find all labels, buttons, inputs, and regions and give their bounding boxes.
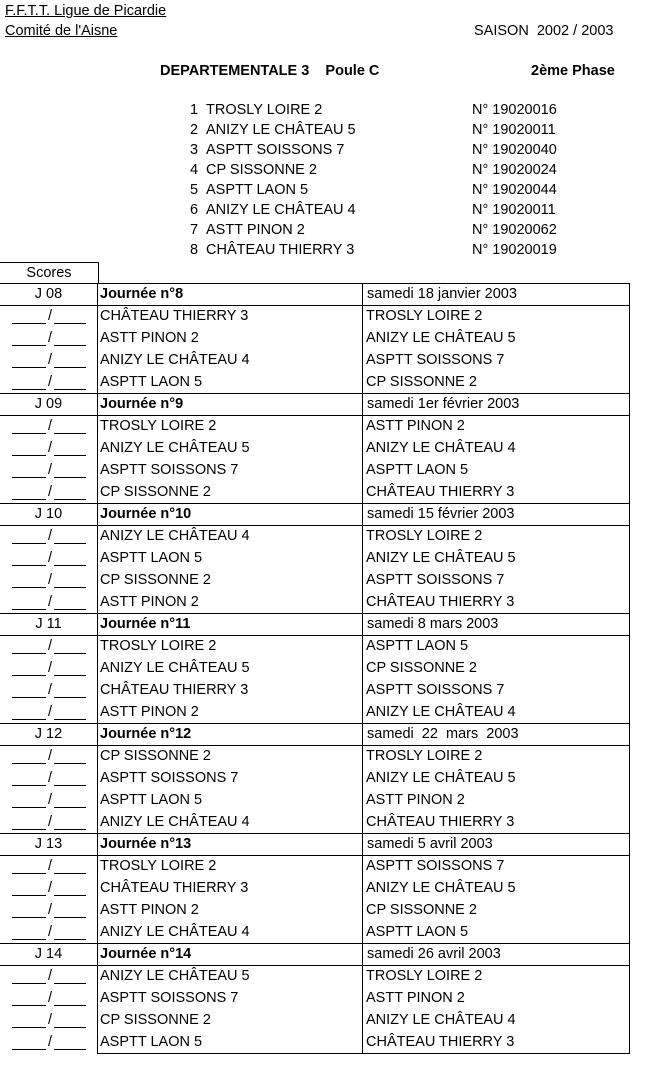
- home-team: ANIZY LE CHÂTEAU 4: [100, 528, 250, 544]
- match-row: [0, 1031, 630, 1053]
- home-team: ASTT PINON 2: [100, 902, 199, 918]
- away-team: ASPTT SOISSONS 7: [366, 352, 505, 368]
- match-row: [0, 767, 630, 789]
- score-home-line: [12, 433, 46, 434]
- score-blank[interactable]: [10, 437, 88, 459]
- home-team: CHÂTEAU THIERRY 3: [100, 308, 249, 324]
- match-row: [0, 657, 630, 679]
- team-row: [0, 160, 654, 180]
- match-row: [0, 921, 630, 943]
- team-name: ASPTT LAON 5: [206, 182, 309, 198]
- away-team: TROSLY LOIRE 2: [366, 308, 483, 324]
- round-code: J 13: [0, 834, 98, 855]
- team-number: 3: [190, 142, 199, 158]
- match-row: [0, 679, 630, 701]
- score-home-line: [12, 565, 46, 566]
- score-separator: /: [48, 792, 53, 808]
- match-row: [0, 349, 630, 371]
- team-name: ASPTT SOISSONS 7: [206, 142, 345, 158]
- score-separator: /: [48, 660, 53, 676]
- score-away-line: [54, 389, 86, 390]
- away-team: ASTT PINON 2: [366, 418, 465, 434]
- team-name: ANIZY LE CHÂTEAU 4: [206, 202, 356, 218]
- score-separator: /: [48, 770, 53, 786]
- round-block: [0, 283, 630, 393]
- score-separator: /: [48, 462, 53, 478]
- home-team: CHÂTEAU THIERRY 3: [100, 682, 249, 698]
- match-row: [0, 525, 630, 547]
- score-home-line: [12, 873, 46, 874]
- score-home-line: [12, 499, 46, 500]
- match-row: [0, 899, 630, 921]
- round-code: J 10: [0, 504, 98, 525]
- score-separator: /: [48, 924, 53, 940]
- match-row: [0, 437, 630, 459]
- team-code: N° 19020062: [472, 222, 557, 238]
- score-separator: /: [48, 308, 53, 324]
- score-home-line: [12, 1049, 46, 1050]
- score-separator: /: [48, 594, 53, 610]
- score-separator: /: [48, 682, 53, 698]
- score-away-line: [54, 323, 86, 324]
- team-code: N° 19020019: [472, 242, 557, 258]
- score-separator: /: [48, 374, 53, 390]
- score-home-line: [12, 939, 46, 940]
- round-title: Journée n°13: [100, 836, 192, 852]
- team-code: N° 19020040: [472, 142, 557, 158]
- team-row: [0, 200, 654, 220]
- team-code: N° 19020024: [472, 162, 557, 178]
- round-block: [0, 393, 630, 503]
- score-away-line: [54, 785, 86, 786]
- round-block: [0, 943, 630, 1053]
- round-block: [0, 723, 630, 833]
- match-row: [0, 745, 630, 767]
- score-home-line: [12, 477, 46, 478]
- home-team: ASTT PINON 2: [100, 704, 199, 720]
- score-away-line: [54, 983, 86, 984]
- score-away-line: [54, 1049, 86, 1050]
- round-date: samedi 22 mars 2003: [362, 724, 629, 745]
- score-blank[interactable]: [10, 899, 88, 921]
- score-separator: /: [48, 550, 53, 566]
- score-away-line: [54, 1005, 86, 1006]
- score-blank[interactable]: [10, 701, 88, 723]
- home-team: TROSLY LOIRE 2: [100, 418, 217, 434]
- score-separator: /: [48, 814, 53, 830]
- score-away-line: [54, 917, 86, 918]
- score-separator: /: [48, 484, 53, 500]
- score-away-line: [54, 499, 86, 500]
- score-blank[interactable]: [10, 327, 88, 349]
- round-title: Journée n°9: [100, 396, 184, 412]
- score-home-line: [12, 1005, 46, 1006]
- away-team: ANIZY LE CHÂTEAU 5: [366, 330, 516, 346]
- score-home-line: [12, 389, 46, 390]
- score-blank[interactable]: [10, 679, 88, 701]
- match-row: [0, 811, 630, 833]
- score-home-line: [12, 719, 46, 720]
- match-row: [0, 547, 630, 569]
- score-separator: /: [48, 704, 53, 720]
- team-code: N° 19020016: [472, 102, 557, 118]
- phase-label: 2ème Phase: [531, 63, 615, 79]
- score-separator: /: [48, 638, 53, 654]
- score-away-line: [54, 565, 86, 566]
- score-away-line: [54, 829, 86, 830]
- away-team: TROSLY LOIRE 2: [366, 748, 483, 764]
- team-row: [0, 140, 654, 160]
- team-row: [0, 120, 654, 140]
- round-date: samedi 8 mars 2003: [362, 614, 629, 635]
- committee-name: Comité de l'Aisne: [5, 23, 118, 39]
- round-title: Journée n°14: [100, 946, 192, 962]
- score-away-line: [54, 939, 86, 940]
- home-team: ANIZY LE CHÂTEAU 5: [100, 968, 250, 984]
- away-team: ANIZY LE CHÂTEAU 4: [366, 440, 516, 456]
- score-away-line: [54, 587, 86, 588]
- score-away-line: [54, 697, 86, 698]
- team-number: 4: [190, 162, 199, 178]
- away-team: CP SISSONNE 2: [366, 902, 477, 918]
- score-home-line: [12, 917, 46, 918]
- away-team: ASPTT SOISSONS 7: [366, 572, 505, 588]
- home-team: TROSLY LOIRE 2: [100, 638, 217, 654]
- score-home-line: [12, 785, 46, 786]
- match-row: [0, 855, 630, 877]
- home-team: ASPTT LAON 5: [100, 374, 203, 390]
- match-row: [0, 459, 630, 481]
- score-separator: /: [48, 330, 53, 346]
- away-team: ASPTT LAON 5: [366, 924, 469, 940]
- home-team: ASPTT LAON 5: [100, 550, 203, 566]
- score-blank[interactable]: [10, 657, 88, 679]
- home-team: ASPTT SOISSONS 7: [100, 990, 239, 1006]
- score-away-line: [54, 895, 86, 896]
- round-title: Journée n°8: [100, 286, 184, 302]
- home-team: ASPTT LAON 5: [100, 792, 203, 808]
- home-team: ANIZY LE CHÂTEAU 5: [100, 660, 250, 676]
- score-blank[interactable]: [10, 459, 88, 481]
- round-header: [0, 833, 630, 856]
- match-row: [0, 569, 630, 591]
- score-away-line: [54, 609, 86, 610]
- score-home-line: [12, 763, 46, 764]
- home-team: ASPTT SOISSONS 7: [100, 770, 239, 786]
- match-row: [0, 591, 630, 613]
- round-code: J 08: [0, 284, 98, 305]
- score-blank[interactable]: [10, 921, 88, 943]
- round-header: [0, 283, 630, 306]
- match-row: [0, 987, 630, 1009]
- score-separator: /: [48, 858, 53, 874]
- match-row: [0, 635, 630, 657]
- team-row: [0, 220, 654, 240]
- round-code: J 09: [0, 394, 98, 415]
- score-home-line: [12, 807, 46, 808]
- league-name: F.F.T.T. Ligue de Picardie: [5, 3, 167, 19]
- score-blank[interactable]: [10, 877, 88, 899]
- team-row: [0, 240, 654, 260]
- match-row: [0, 327, 630, 349]
- score-away-line: [54, 653, 86, 654]
- score-home-line: [12, 675, 46, 676]
- score-blank[interactable]: [10, 525, 88, 547]
- round-block: [0, 833, 630, 943]
- score-home-line: [12, 455, 46, 456]
- round-code: J 11: [0, 614, 98, 635]
- match-row: [0, 481, 630, 503]
- score-home-line: [12, 895, 46, 896]
- score-home-line: [12, 323, 46, 324]
- score-away-line: [54, 455, 86, 456]
- score-away-line: [54, 543, 86, 544]
- scores-header: Scores: [0, 262, 99, 283]
- score-away-line: [54, 719, 86, 720]
- score-blank[interactable]: [10, 481, 88, 503]
- score-separator: /: [48, 528, 53, 544]
- home-team: ANIZY LE CHÂTEAU 4: [100, 814, 250, 830]
- score-separator: /: [48, 968, 53, 984]
- score-blank[interactable]: [10, 591, 88, 613]
- away-team: ANIZY LE CHÂTEAU 5: [366, 550, 516, 566]
- team-row: [0, 180, 654, 200]
- score-separator: /: [48, 440, 53, 456]
- score-home-line: [12, 543, 46, 544]
- match-row: [0, 1009, 630, 1031]
- home-team: CP SISSONNE 2: [100, 748, 211, 764]
- score-home-line: [12, 587, 46, 588]
- score-blank[interactable]: [10, 811, 88, 833]
- home-team: ASPTT LAON 5: [100, 1034, 203, 1050]
- away-team: ASPTT LAON 5: [366, 462, 469, 478]
- team-number: 7: [190, 222, 199, 238]
- score-home-line: [12, 1027, 46, 1028]
- home-team: CHÂTEAU THIERRY 3: [100, 880, 249, 896]
- round-block: [0, 503, 630, 613]
- round-header: [0, 723, 630, 746]
- score-separator: /: [48, 1034, 53, 1050]
- score-home-line: [12, 609, 46, 610]
- score-home-line: [12, 829, 46, 830]
- round-title: Journée n°10: [100, 506, 192, 522]
- score-away-line: [54, 477, 86, 478]
- match-row: [0, 965, 630, 987]
- match-row: [0, 877, 630, 899]
- score-away-line: [54, 433, 86, 434]
- score-blank[interactable]: [10, 1031, 88, 1053]
- team-name: ASTT PINON 2: [206, 222, 305, 238]
- division-title: DEPARTEMENTALE 3 Poule C: [160, 63, 380, 79]
- away-team: TROSLY LOIRE 2: [366, 528, 483, 544]
- away-team: CHÂTEAU THIERRY 3: [366, 594, 515, 610]
- score-separator: /: [48, 572, 53, 588]
- score-separator: /: [48, 1012, 53, 1028]
- round-code: J 12: [0, 724, 98, 745]
- match-row: [0, 305, 630, 327]
- score-away-line: [54, 763, 86, 764]
- home-team: ASTT PINON 2: [100, 330, 199, 346]
- round-date: samedi 5 avril 2003: [362, 834, 629, 855]
- away-team: ASTT PINON 2: [366, 792, 465, 808]
- score-home-line: [12, 983, 46, 984]
- score-home-line: [12, 345, 46, 346]
- score-blank[interactable]: [10, 415, 88, 437]
- away-team: ASPTT SOISSONS 7: [366, 682, 505, 698]
- match-row: [0, 415, 630, 437]
- score-separator: /: [48, 990, 53, 1006]
- team-number: 8: [190, 242, 199, 258]
- score-away-line: [54, 675, 86, 676]
- away-team: ANIZY LE CHÂTEAU 4: [366, 704, 516, 720]
- score-blank[interactable]: [10, 745, 88, 767]
- score-separator: /: [48, 748, 53, 764]
- team-name: CHÂTEAU THIERRY 3: [206, 242, 355, 258]
- away-team: CHÂTEAU THIERRY 3: [366, 484, 515, 500]
- score-blank[interactable]: [10, 965, 88, 987]
- round-title: Journée n°11: [100, 616, 191, 632]
- away-team: ASTT PINON 2: [366, 990, 465, 1006]
- grid-bottom-border: [97, 1053, 630, 1054]
- score-blank[interactable]: [10, 987, 88, 1009]
- match-row: [0, 701, 630, 723]
- round-header: [0, 613, 630, 636]
- round-code: J 14: [0, 944, 98, 965]
- match-row: [0, 789, 630, 811]
- team-number: 5: [190, 182, 199, 198]
- round-date: samedi 26 avril 2003: [362, 944, 629, 965]
- home-team: ANIZY LE CHÂTEAU 4: [100, 352, 250, 368]
- round-date: samedi 18 janvier 2003: [362, 284, 629, 305]
- team-name: ANIZY LE CHÂTEAU 5: [206, 122, 356, 138]
- score-away-line: [54, 345, 86, 346]
- score-away-line: [54, 873, 86, 874]
- home-team: CP SISSONNE 2: [100, 484, 211, 500]
- team-number: 6: [190, 202, 199, 218]
- score-blank[interactable]: [10, 569, 88, 591]
- score-blank[interactable]: [10, 635, 88, 657]
- home-team: TROSLY LOIRE 2: [100, 858, 217, 874]
- season-label: SAISON 2002 / 2003: [474, 23, 614, 39]
- away-team: CP SISSONNE 2: [366, 660, 477, 676]
- score-away-line: [54, 367, 86, 368]
- home-team: CP SISSONNE 2: [100, 1012, 211, 1028]
- team-code: N° 19020011: [472, 122, 556, 138]
- home-team: ANIZY LE CHÂTEAU 5: [100, 440, 250, 456]
- away-team: ASPTT SOISSONS 7: [366, 858, 505, 874]
- away-team: TROSLY LOIRE 2: [366, 968, 483, 984]
- score-blank[interactable]: [10, 305, 88, 327]
- home-team: CP SISSONNE 2: [100, 572, 211, 588]
- home-team: ASPTT SOISSONS 7: [100, 462, 239, 478]
- round-title: Journée n°12: [100, 726, 192, 742]
- round-block: [0, 613, 630, 723]
- score-blank[interactable]: [10, 1009, 88, 1031]
- away-team: CHÂTEAU THIERRY 3: [366, 814, 515, 830]
- team-row: [0, 100, 654, 120]
- score-separator: /: [48, 352, 53, 368]
- score-away-line: [54, 1027, 86, 1028]
- score-blank[interactable]: [10, 547, 88, 569]
- score-blank[interactable]: [10, 789, 88, 811]
- away-team: CP SISSONNE 2: [366, 374, 477, 390]
- score-home-line: [12, 367, 46, 368]
- team-number: 2: [190, 122, 199, 138]
- score-separator: /: [48, 902, 53, 918]
- score-away-line: [54, 807, 86, 808]
- match-row: [0, 371, 630, 393]
- score-blank[interactable]: [10, 855, 88, 877]
- away-team: CHÂTEAU THIERRY 3: [366, 1034, 515, 1050]
- team-number: 1: [190, 102, 199, 118]
- team-name: TROSLY LOIRE 2: [206, 102, 323, 118]
- team-name: CP SISSONNE 2: [206, 162, 317, 178]
- away-team: ANIZY LE CHÂTEAU 4: [366, 1012, 516, 1028]
- round-date: samedi 15 février 2003: [362, 504, 629, 525]
- score-separator: /: [48, 880, 53, 896]
- score-separator: /: [48, 418, 53, 434]
- away-team: ANIZY LE CHÂTEAU 5: [366, 770, 516, 786]
- away-team: ANIZY LE CHÂTEAU 5: [366, 880, 516, 896]
- score-home-line: [12, 697, 46, 698]
- round-header: [0, 943, 630, 966]
- home-team: ANIZY LE CHÂTEAU 4: [100, 924, 250, 940]
- score-blank[interactable]: [10, 767, 88, 789]
- score-blank[interactable]: [10, 371, 88, 393]
- score-home-line: [12, 653, 46, 654]
- team-code: N° 19020011: [472, 202, 556, 218]
- round-header: [0, 393, 630, 416]
- team-code: N° 19020044: [472, 182, 557, 198]
- score-blank[interactable]: [10, 349, 88, 371]
- home-team: ASTT PINON 2: [100, 594, 199, 610]
- round-date: samedi 1er février 2003: [362, 394, 629, 415]
- away-team: ASPTT LAON 5: [366, 638, 469, 654]
- round-header: [0, 503, 630, 526]
